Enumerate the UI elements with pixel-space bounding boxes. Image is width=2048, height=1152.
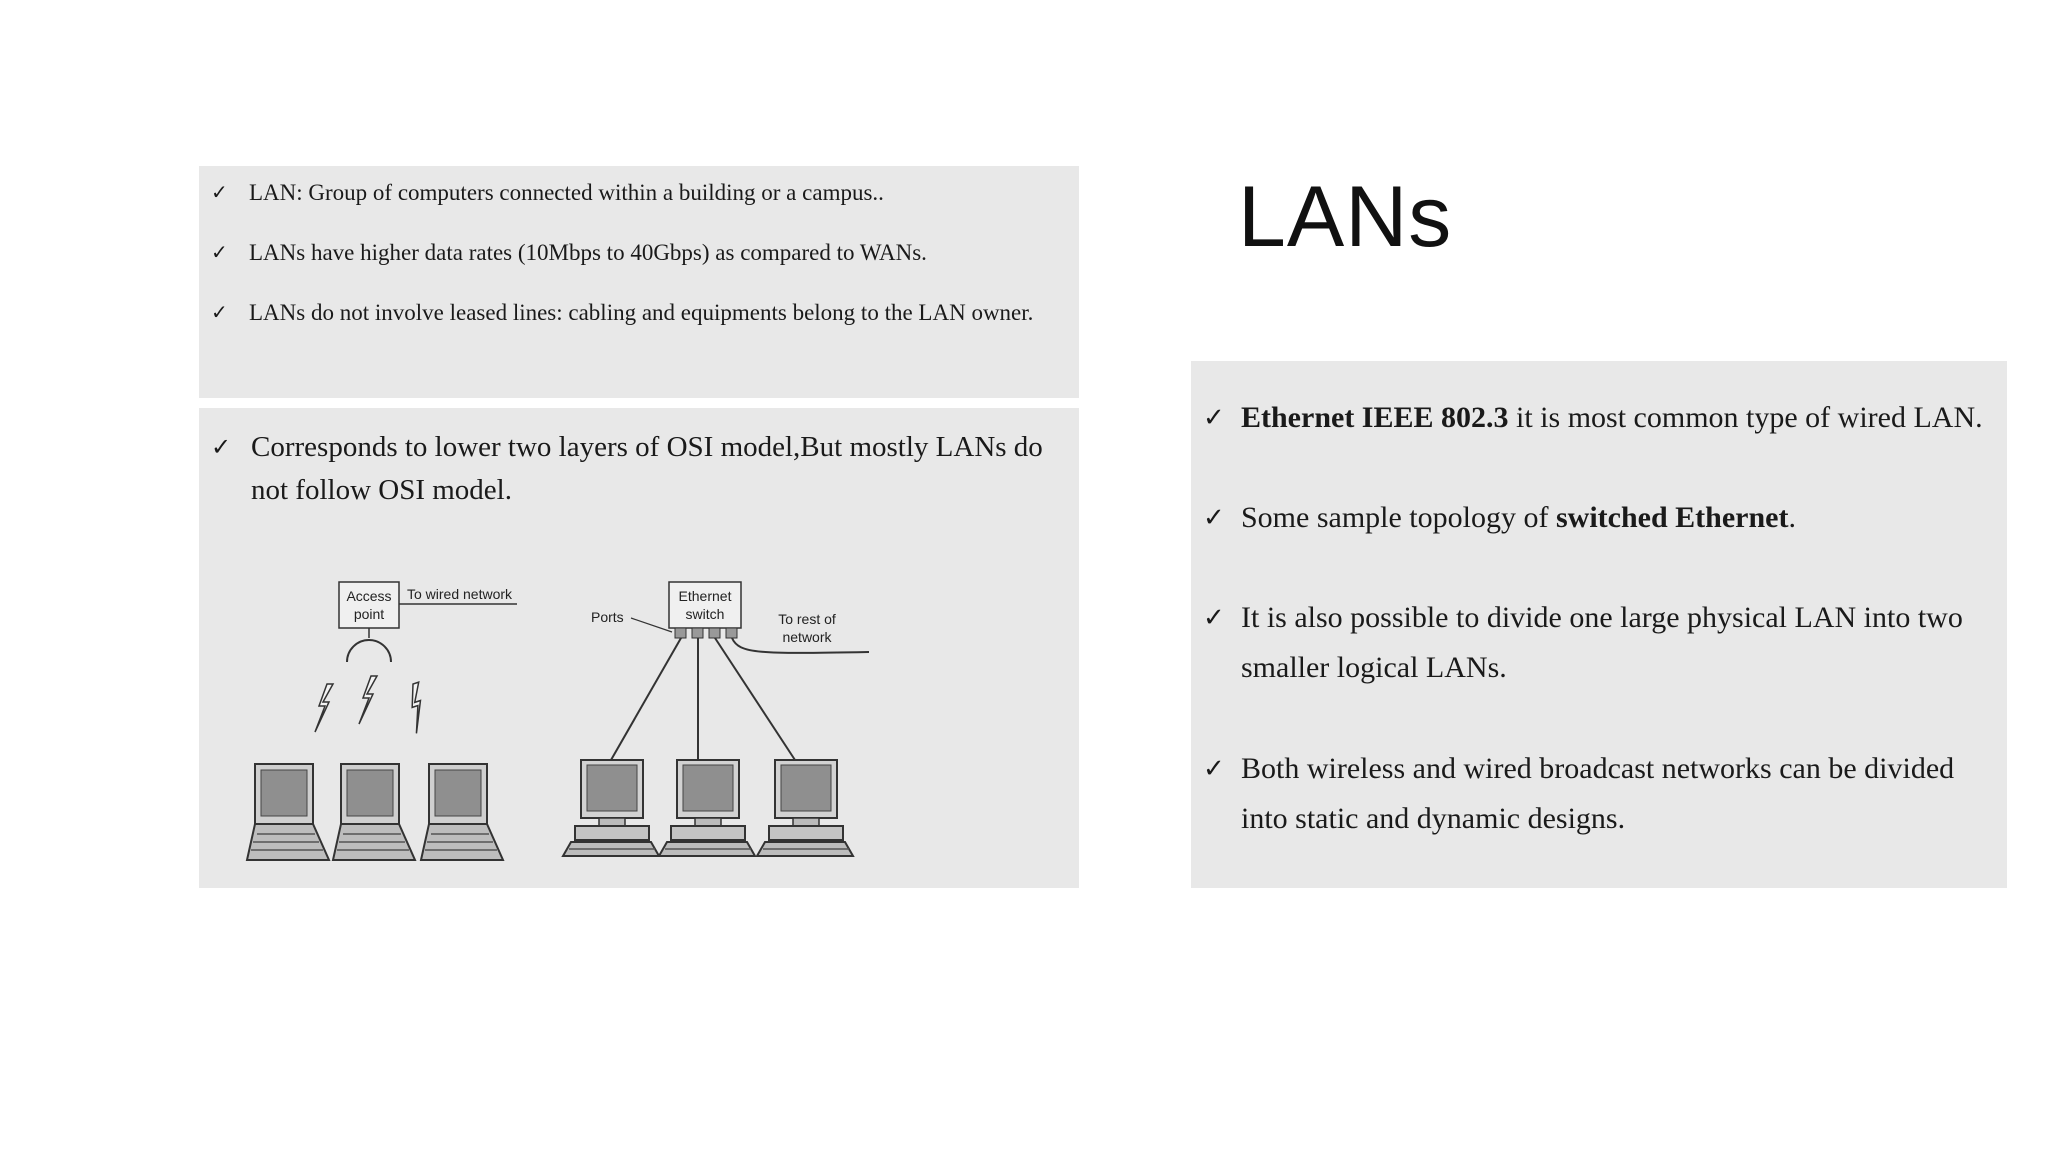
laptop-icon bbox=[333, 764, 415, 860]
bullet-text-pre: Some sample topology of bbox=[1241, 501, 1556, 534]
to-wired-network-label: To wired network bbox=[407, 586, 513, 602]
bullet-item bbox=[1203, 744, 1993, 844]
checkmark-icon: ✓ bbox=[211, 180, 228, 204]
access-point-label: Access bbox=[346, 588, 392, 604]
ports-pointer bbox=[631, 618, 672, 632]
bullet-bold-text: switched Ethernet bbox=[1555, 501, 1789, 534]
wireless-signal-icon bbox=[359, 676, 377, 724]
bullet-item bbox=[211, 238, 1057, 267]
checkmark-icon: ✓ bbox=[211, 300, 228, 324]
ethernet-cable bbox=[611, 638, 681, 760]
bullet-text bbox=[1241, 393, 1983, 443]
checkmark-icon: ✓ bbox=[211, 433, 232, 461]
bullet-text: LANs have higher data rates (10Mbps to 40Gbps) as compared to WANs. bbox=[249, 240, 927, 265]
bullet-text: It is also possible to divide one large physical LAN into two smaller logical LANs. bbox=[1241, 601, 1963, 684]
to-rest-of-network-label: To rest of bbox=[778, 611, 836, 627]
checkmark-icon: ✓ bbox=[1203, 754, 1225, 784]
bullet-item bbox=[211, 298, 1057, 327]
lan-definition-panel bbox=[199, 166, 1079, 398]
wireless-signal-icon bbox=[315, 684, 333, 732]
access-point-label: point bbox=[353, 606, 385, 622]
checkmark-icon: ✓ bbox=[211, 240, 228, 264]
laptop-icon bbox=[421, 764, 503, 860]
bullet-text: LAN: Group of computers connected within a building or a campus.. bbox=[249, 180, 884, 205]
checkmark-icon: ✓ bbox=[1203, 403, 1225, 433]
bullet-text bbox=[1241, 493, 1796, 543]
checkmark-icon: ✓ bbox=[1203, 603, 1225, 633]
bullet-bold-text: Ethernet IEEE 802.3 bbox=[1241, 401, 1509, 434]
osi-diagram-panel bbox=[199, 408, 1079, 888]
bullet-text-post: . bbox=[1788, 501, 1796, 534]
laptop-icon bbox=[247, 764, 329, 860]
desktop-computer-icon bbox=[563, 760, 659, 856]
ethernet-switch-label: switch bbox=[685, 606, 725, 622]
ethernet-switch-label: Ethernet bbox=[678, 588, 732, 604]
to-rest-of-network-label: network bbox=[782, 629, 832, 645]
bullet-item bbox=[1203, 393, 1993, 443]
ports-label: Ports bbox=[591, 609, 624, 625]
ethernet-panel bbox=[1191, 361, 2007, 888]
slide-title: LANs bbox=[1238, 169, 1453, 265]
bullet-item bbox=[1203, 593, 1993, 693]
desktop-computer-icon bbox=[659, 760, 755, 856]
ethernet-cable bbox=[715, 638, 795, 760]
bullet-text: Both wireless and wired broadcast networks can be divided into static and dynamic designs. bbox=[1241, 752, 1955, 835]
bullet-text-rest: it is most common type of wired LAN. bbox=[1508, 401, 1983, 434]
lan-topology-diagram bbox=[199, 408, 1079, 888]
wireless-signal-icon bbox=[402, 682, 434, 733]
bullet-item bbox=[211, 178, 1057, 207]
desktop-computer-icon bbox=[757, 760, 853, 856]
checkmark-icon: ✓ bbox=[1203, 503, 1225, 533]
bullet-text: Corresponds to lower two layers of OSI model,But mostly LANs do not follow OSI model. bbox=[251, 431, 1043, 506]
bullet-item bbox=[1203, 493, 1993, 543]
bullet-text: LANs do not involve leased lines: cabling and equipments belong to the LAN owner. bbox=[249, 300, 1034, 325]
